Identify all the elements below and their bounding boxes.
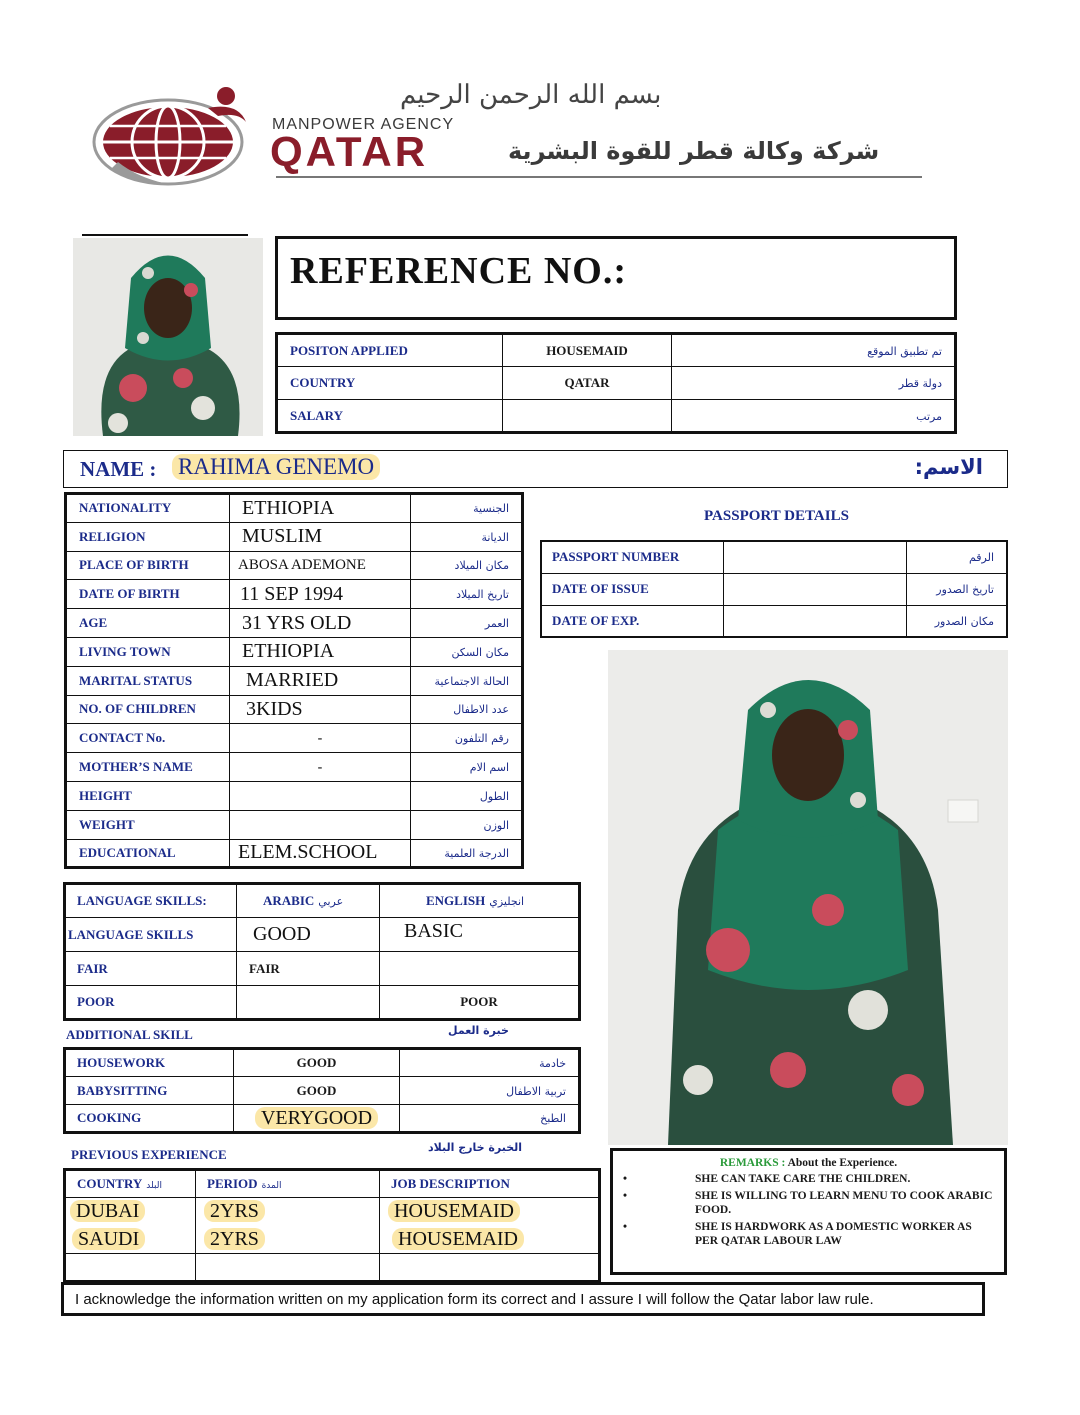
row-label-ar: الطول [479, 789, 509, 803]
passport-number-label: PASSPORT NUMBER [552, 549, 680, 565]
previous-experience-label-ar: الخبرة خارج البلاد [428, 1141, 523, 1154]
table-row [65, 1226, 600, 1254]
previous-experience-label: PREVIOUS EXPERIENCE [71, 1147, 227, 1162]
row-label: HEIGHT [79, 787, 132, 803]
remarks-subtitle: About the Experience. [787, 1157, 898, 1169]
english-header: ENGLISH [426, 893, 486, 908]
row-label: FAIR [77, 960, 108, 976]
salary-label-ar: مرتب [916, 409, 942, 423]
row-label-ar: اسم الام [469, 761, 509, 775]
position-label-ar: تم تطبيق الموقع [867, 344, 942, 358]
table-row [66, 494, 523, 523]
col-period: PERIOD [207, 1176, 258, 1191]
person-full-photo-icon [608, 650, 1008, 1145]
name-label-ar: :الاسم [914, 455, 983, 479]
position-value: HOUSEMAID [546, 342, 628, 358]
row-value: - [317, 760, 323, 776]
row-label: WEIGHT [79, 816, 135, 832]
table-row [65, 1105, 580, 1133]
additional-skill-table [63, 1047, 581, 1134]
table-row [65, 1170, 600, 1198]
table-row [66, 522, 523, 551]
exp-country: SAUDI [72, 1228, 145, 1250]
skill-value: GOOD [296, 1082, 337, 1098]
date-of-issue-label: DATE OF ISSUE [552, 581, 649, 596]
table-row [66, 551, 523, 580]
row-label: NATIONALITY [79, 500, 172, 516]
row-label: DATE OF BIRTH [79, 586, 180, 602]
agency-name: QATAR [270, 128, 429, 175]
row-value: 31 YRS OLD [242, 611, 352, 634]
name-row [63, 450, 1008, 488]
table-row [66, 724, 523, 753]
table-row [65, 1049, 580, 1077]
row-label-ar: مكان الميلاد [454, 559, 509, 573]
table-row [277, 400, 956, 433]
exp-country: DUBAI [70, 1200, 145, 1222]
date-of-exp-label: DATE OF EXP. [552, 612, 640, 628]
acknowledgement-box [61, 1282, 985, 1316]
col-job: JOB DESCRIPTION [391, 1176, 510, 1191]
row-label: AGE [79, 615, 108, 631]
table-row [66, 666, 523, 695]
skill-label: COOKING [77, 1110, 142, 1125]
skill-value: GOOD [296, 1055, 337, 1070]
row-value: ABOSA ADEMONE [238, 557, 366, 574]
country-label: COUNTRY [290, 375, 356, 390]
additional-skill-label: ADDITIONAL SKILL [66, 1027, 193, 1042]
row-label: MARITAL STATUS [79, 672, 193, 688]
table-row [541, 573, 1007, 605]
col-country-ar: البلد [146, 1181, 162, 1191]
col-period-ar: المدة [261, 1181, 282, 1191]
person-photo-icon [73, 238, 263, 436]
position-label: POSITON APPLIED [290, 342, 408, 358]
row-label-ar: مكان السكن [451, 645, 509, 659]
arabic-level: GOOD [253, 923, 311, 945]
table-row [65, 986, 580, 1020]
remarks-title: REMARKS : [719, 1157, 786, 1169]
row-label-ar: عدد الاطفال [453, 703, 509, 717]
skill-value: VERYGOOD [255, 1107, 378, 1129]
row-label-ar: الديانة [481, 530, 509, 544]
row-label: POOR [77, 994, 115, 1009]
table-row [65, 1198, 600, 1226]
bullet: • [623, 1173, 628, 1185]
additional-skill-label-ar: خبرة العمل [448, 1024, 509, 1037]
row-label: MOTHER’S NAME [79, 759, 193, 775]
header-divider [276, 176, 922, 178]
table-row [66, 839, 523, 868]
bullet: • [623, 1221, 628, 1233]
exp-job: HOUSEMAID [392, 1228, 524, 1250]
experience-table [63, 1168, 601, 1283]
globe-logo-icon [88, 82, 258, 187]
row-value: ELEM.SCHOOL [238, 841, 378, 864]
table-row [66, 810, 523, 839]
row-value: 11 SEP 1994 [240, 582, 343, 605]
row-label-ar: الدرجة العلمية [444, 846, 509, 860]
table-row [66, 609, 523, 638]
row-value: 3KIDS [246, 697, 303, 720]
table-row [541, 541, 1007, 573]
position-table [275, 332, 957, 434]
language-skills-table [63, 882, 581, 1021]
table-row [65, 918, 580, 952]
row-value: MUSLIM [242, 525, 323, 548]
list-item [623, 1220, 994, 1248]
exp-period: 2YRS [204, 1228, 265, 1250]
country-label-ar: دولة قطر [898, 377, 942, 390]
country-value: QATAR [564, 375, 610, 390]
agency-name-arabic: شركة وكالة قطر للقوة البشرية [508, 137, 880, 165]
english-level: POOR [460, 994, 498, 1009]
row-label-ar: تاريخ الميلاد [456, 588, 509, 602]
arabic-header: ARABIC [263, 893, 315, 908]
arabic-header-ar: عربي [318, 895, 344, 908]
salary-label: SALARY [290, 407, 343, 423]
remark-text: SHE IS HARDWORK AS A DOMESTIC WORKER AS PER QATAR LABOUR LAW [695, 1221, 972, 1247]
table-row [66, 580, 523, 609]
skill-label-ar: الطبخ [540, 1112, 566, 1125]
row-label-ar: رقم التلفون [454, 732, 509, 746]
row-label: CONTACT No. [79, 730, 166, 746]
applicant-name: RAHIMA GENEMO [172, 454, 380, 480]
applicant-photo-full [608, 650, 1008, 1145]
row-label: LIVING TOWN [79, 643, 171, 659]
date-of-exp-label-ar: مكان الصدور [934, 614, 994, 628]
name-label: NAME : [80, 457, 157, 481]
table-row [277, 367, 956, 400]
row-label-ar: الوزن [483, 818, 509, 832]
row-value: MARRIED [246, 669, 339, 692]
date-of-issue-label-ar: تاريخ الصدور [936, 583, 994, 596]
basmala-calligraphy: بسم الله الرحمن الرحيم [400, 80, 662, 110]
skill-label: HOUSEWORK [77, 1055, 166, 1070]
row-label: EDUCATIONAL [79, 844, 176, 860]
remarks-heading [623, 1157, 994, 1169]
agency-logo [88, 82, 258, 187]
reference-title: REFERENCE NO.: [290, 250, 628, 292]
row-label: PLACE OF BIRTH [79, 557, 189, 573]
list-item [623, 1189, 994, 1217]
passport-table [540, 540, 1008, 638]
passport-number-label-ar: الرقم [968, 551, 994, 565]
table-row [277, 334, 956, 367]
bullet: • [623, 1190, 628, 1202]
row-label: RELIGION [79, 528, 146, 544]
table-row [66, 695, 523, 724]
passport-details-title: PASSPORT DETAILS [704, 508, 849, 524]
skill-label-ar: خادمة [539, 1057, 566, 1070]
col-country: COUNTRY [77, 1176, 143, 1191]
remark-text: SHE IS WILLING TO LEARN MENU TO COOK ARABIC FOOD. [695, 1190, 993, 1216]
row-value: ETHIOPIA [242, 496, 335, 519]
personal-details-table [64, 492, 524, 869]
row-label: LANGUAGE SKILLS [68, 926, 194, 942]
skill-label-ar: تربية الاطفال [506, 1084, 566, 1098]
acknowledgement-text: I acknowledge the information written on my application form its correct and I assure I will follow the Qatar labor law rule. [75, 1291, 874, 1308]
table-row [66, 753, 523, 782]
exp-period: 2YRS [204, 1200, 265, 1222]
photo-top-rule [82, 234, 248, 236]
row-value: - [317, 731, 323, 747]
table-row [65, 952, 580, 986]
table-row [66, 637, 523, 666]
remarks-box [610, 1148, 1007, 1275]
table-row [65, 884, 580, 918]
row-label-ar: الجنسية [473, 502, 509, 516]
list-item [623, 1172, 994, 1186]
arabic-level: FAIR [249, 960, 280, 976]
skill-label: BABYSITTING [77, 1082, 168, 1098]
exp-job: HOUSEMAID [388, 1200, 520, 1222]
table-row [65, 1077, 580, 1105]
applicant-photo-small [73, 238, 263, 436]
row-label-ar: الحالة الاجتماعية [434, 674, 509, 688]
english-level: BASIC [404, 920, 463, 942]
remark-text: SHE CAN TAKE CARE THE CHILDREN. [695, 1173, 911, 1185]
table-row [541, 605, 1007, 637]
english-header-ar: انجليزي [489, 895, 525, 908]
row-label: NO. OF CHILDREN [79, 701, 196, 717]
reference-box [275, 236, 957, 320]
language-header-label: LANGUAGE SKILLS: [77, 893, 207, 908]
table-row [65, 1254, 600, 1282]
row-label-ar: العمر [484, 617, 509, 631]
table-row [66, 781, 523, 810]
agency-subtitle: MANPOWER AGENCY [272, 116, 455, 133]
row-value: ETHIOPIA [242, 640, 335, 663]
